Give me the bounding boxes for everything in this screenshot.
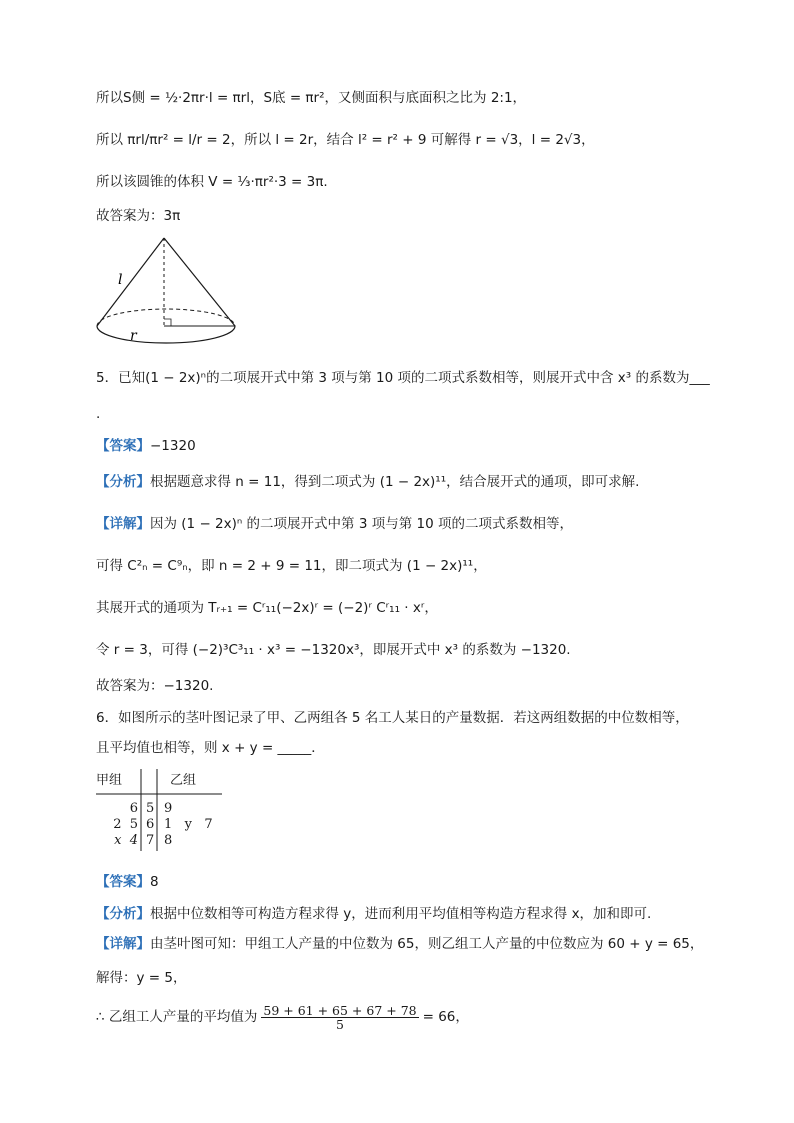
answer-tag: 【答案】 — [96, 438, 150, 454]
text-line: . — [96, 406, 101, 422]
answer-5 — [96, 436, 734, 456]
stem: 5 — [146, 801, 155, 816]
text-line: 所以S侧 = ½·2πr·l = πrl，S底 = πr²，又侧面积与底面积之比为 2:1， — [96, 90, 527, 106]
mean-result: = 66， — [422, 1009, 469, 1025]
question-5: 5．已知(1 − 2x)ⁿ的二项展开式中第 3 项与第 10 项的二项式系数相等，则展开式中含 x³ 的系数为___ — [96, 370, 710, 386]
analysis-tag: 【分析】 — [96, 474, 150, 490]
detail-tag: 【详解】 — [96, 516, 150, 532]
answer-value: −1320 — [150, 438, 196, 454]
stem: 7 — [146, 833, 155, 848]
left-leaves: 6 — [129, 801, 138, 816]
analysis-tag: 【分析】 — [96, 906, 150, 922]
fraction-denominator: 5 — [336, 1016, 344, 1032]
left-leaves: x 4 — [114, 833, 138, 848]
answer-6 — [96, 872, 734, 892]
right-leaves: 8 — [164, 833, 173, 848]
right-leaves: 9 — [164, 801, 173, 816]
text-line: 可得 C²ₙ = C⁹ₙ，即 n = 2 + 9 = 11，即二项式为 (1 − 2x)¹¹， — [96, 558, 487, 574]
stem-leaf-lines — [96, 769, 226, 853]
detail-tag: 【详解】 — [96, 936, 150, 952]
text-line: 其展开式的通项为 Tᵣ₊₁ = Cʳ₁₁(−2x)ʳ = (−2)ʳ Cʳ₁₁ · xʳ， — [96, 600, 438, 616]
detail-6 — [96, 934, 734, 954]
right-leaves: 1 y 7 — [164, 817, 213, 832]
text-line: 且平均值也相等，则 x + y = _____． — [96, 740, 325, 756]
analysis-text: 根据题意求得 n = 11，得到二项式为 (1 − 2x)¹¹，结合展开式的通项，即可求解. — [150, 474, 640, 490]
text-line: 故答案为：3π — [96, 208, 181, 224]
answer-tag: 【答案】 — [96, 874, 150, 890]
cone-label-l: l — [118, 272, 123, 288]
text-line: 所以该圆锥的体积 V = ⅓·πr²·3 = 3π. — [96, 174, 328, 190]
text-line: 解得：y = 5， — [96, 970, 187, 986]
text-line: 所以 πrl/πr² = l/r = 2，所以 l = 2r，结合 l² = r² + 9 可解得 r = √3，l = 2√3， — [96, 132, 595, 148]
answer-value: 8 — [150, 874, 159, 890]
mean-fraction — [261, 1004, 418, 1031]
right-header: 乙组 — [170, 773, 197, 788]
detail-text: 由茎叶图可知：甲组工人产量的中位数为 65，则乙组工人产量的中位数应为 60 + y = 65， — [150, 936, 704, 952]
analysis-5 — [96, 472, 734, 492]
stem: 6 — [146, 817, 155, 832]
detail-text: 因为 (1 − 2x)ⁿ 的二项展开式中第 3 项与第 10 项的二项式系数相等， — [150, 516, 573, 532]
analysis-text: 根据中位数相等可构造方程求得 y，进而利用平均值相等构造方程求得 x，加和即可. — [150, 906, 652, 922]
cone-label-r: r — [130, 328, 137, 344]
text-line: 令 r = 3，可得 (−2)³C³₁₁ · x³ = −1320x³，即展开式中 x³ 的系数为 −1320. — [96, 642, 571, 658]
question-6: 6．如图所示的茎叶图记录了甲、乙两组各 5 名工人某日的产量数据．若这两组数据的中位数相等， — [96, 710, 689, 726]
text-line: 故答案为：−1320. — [96, 678, 214, 694]
detail-5 — [96, 514, 734, 534]
fraction-numerator: 59 + 61 + 65 + 67 + 78 — [263, 1002, 417, 1018]
mean-line — [96, 1000, 734, 1034]
cone-figure — [94, 236, 240, 354]
left-header: 甲组 — [96, 773, 123, 788]
analysis-6 — [96, 904, 734, 924]
left-leaves: 2 5 — [113, 817, 138, 832]
mean-prefix: ∴ 乙组工人产量的平均值为 — [96, 1009, 258, 1025]
